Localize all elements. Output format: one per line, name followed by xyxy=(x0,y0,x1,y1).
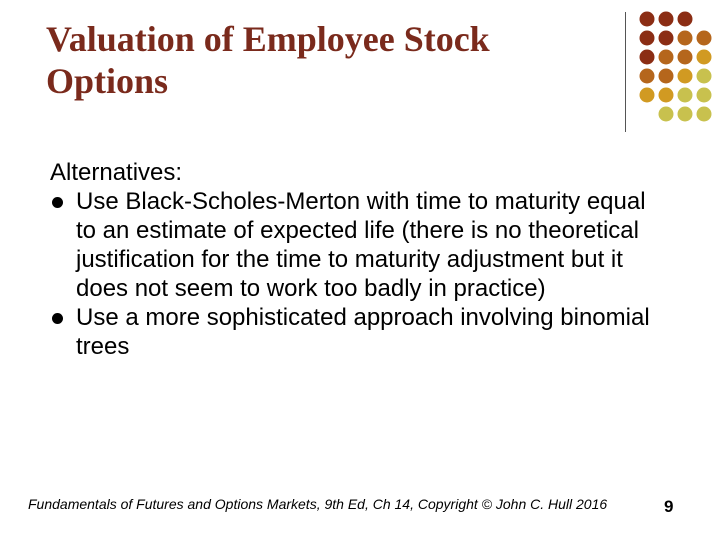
decorative-dot xyxy=(640,69,655,84)
bullet-item xyxy=(50,187,650,303)
divider-line xyxy=(625,12,626,132)
decorative-dot xyxy=(697,50,712,65)
decorative-dot xyxy=(659,31,674,46)
footer-citation: Fundamentals of Futures and Options Markets, 9th Ed, Ch 14, Copyright © John C. Hull 2016 xyxy=(28,496,608,512)
decorative-dot xyxy=(640,31,655,46)
decorative-dot xyxy=(697,88,712,103)
decorative-dot xyxy=(659,69,674,84)
slide-body xyxy=(50,158,650,361)
decorative-dot xyxy=(678,12,693,27)
slide-title: Valuation of Employee Stock Options xyxy=(46,19,490,101)
decorative-dot xyxy=(640,88,655,103)
decorative-dot xyxy=(659,88,674,103)
decorative-dot xyxy=(697,69,712,84)
bullet-dot-icon xyxy=(52,197,63,208)
decorative-dot xyxy=(697,107,712,122)
decorative-dot xyxy=(678,50,693,65)
decorative-dot xyxy=(640,50,655,65)
decorative-dot xyxy=(678,107,693,122)
decorative-dot xyxy=(678,69,693,84)
decorative-dot xyxy=(659,12,674,27)
decorative-dot xyxy=(659,107,674,122)
decorative-dot xyxy=(678,31,693,46)
decorative-dot xyxy=(678,88,693,103)
decorative-dot xyxy=(640,12,655,27)
decorative-dot xyxy=(659,50,674,65)
bullet-item xyxy=(50,303,650,361)
page-number: 9 xyxy=(664,497,674,516)
bullet-dot-icon xyxy=(52,313,63,324)
bullet-text: Use a more sophisticated approach involving binomial trees xyxy=(76,304,650,360)
decorative-dot xyxy=(697,31,712,46)
intro-text: Alternatives: xyxy=(50,159,183,186)
bullet-text: Use Black-Scholes-Merton with time to maturity equal to an estimate of expected life (there is no theoretical justification for the time to maturity adjustment but it does not seem to work too badly in practice) xyxy=(76,188,646,302)
